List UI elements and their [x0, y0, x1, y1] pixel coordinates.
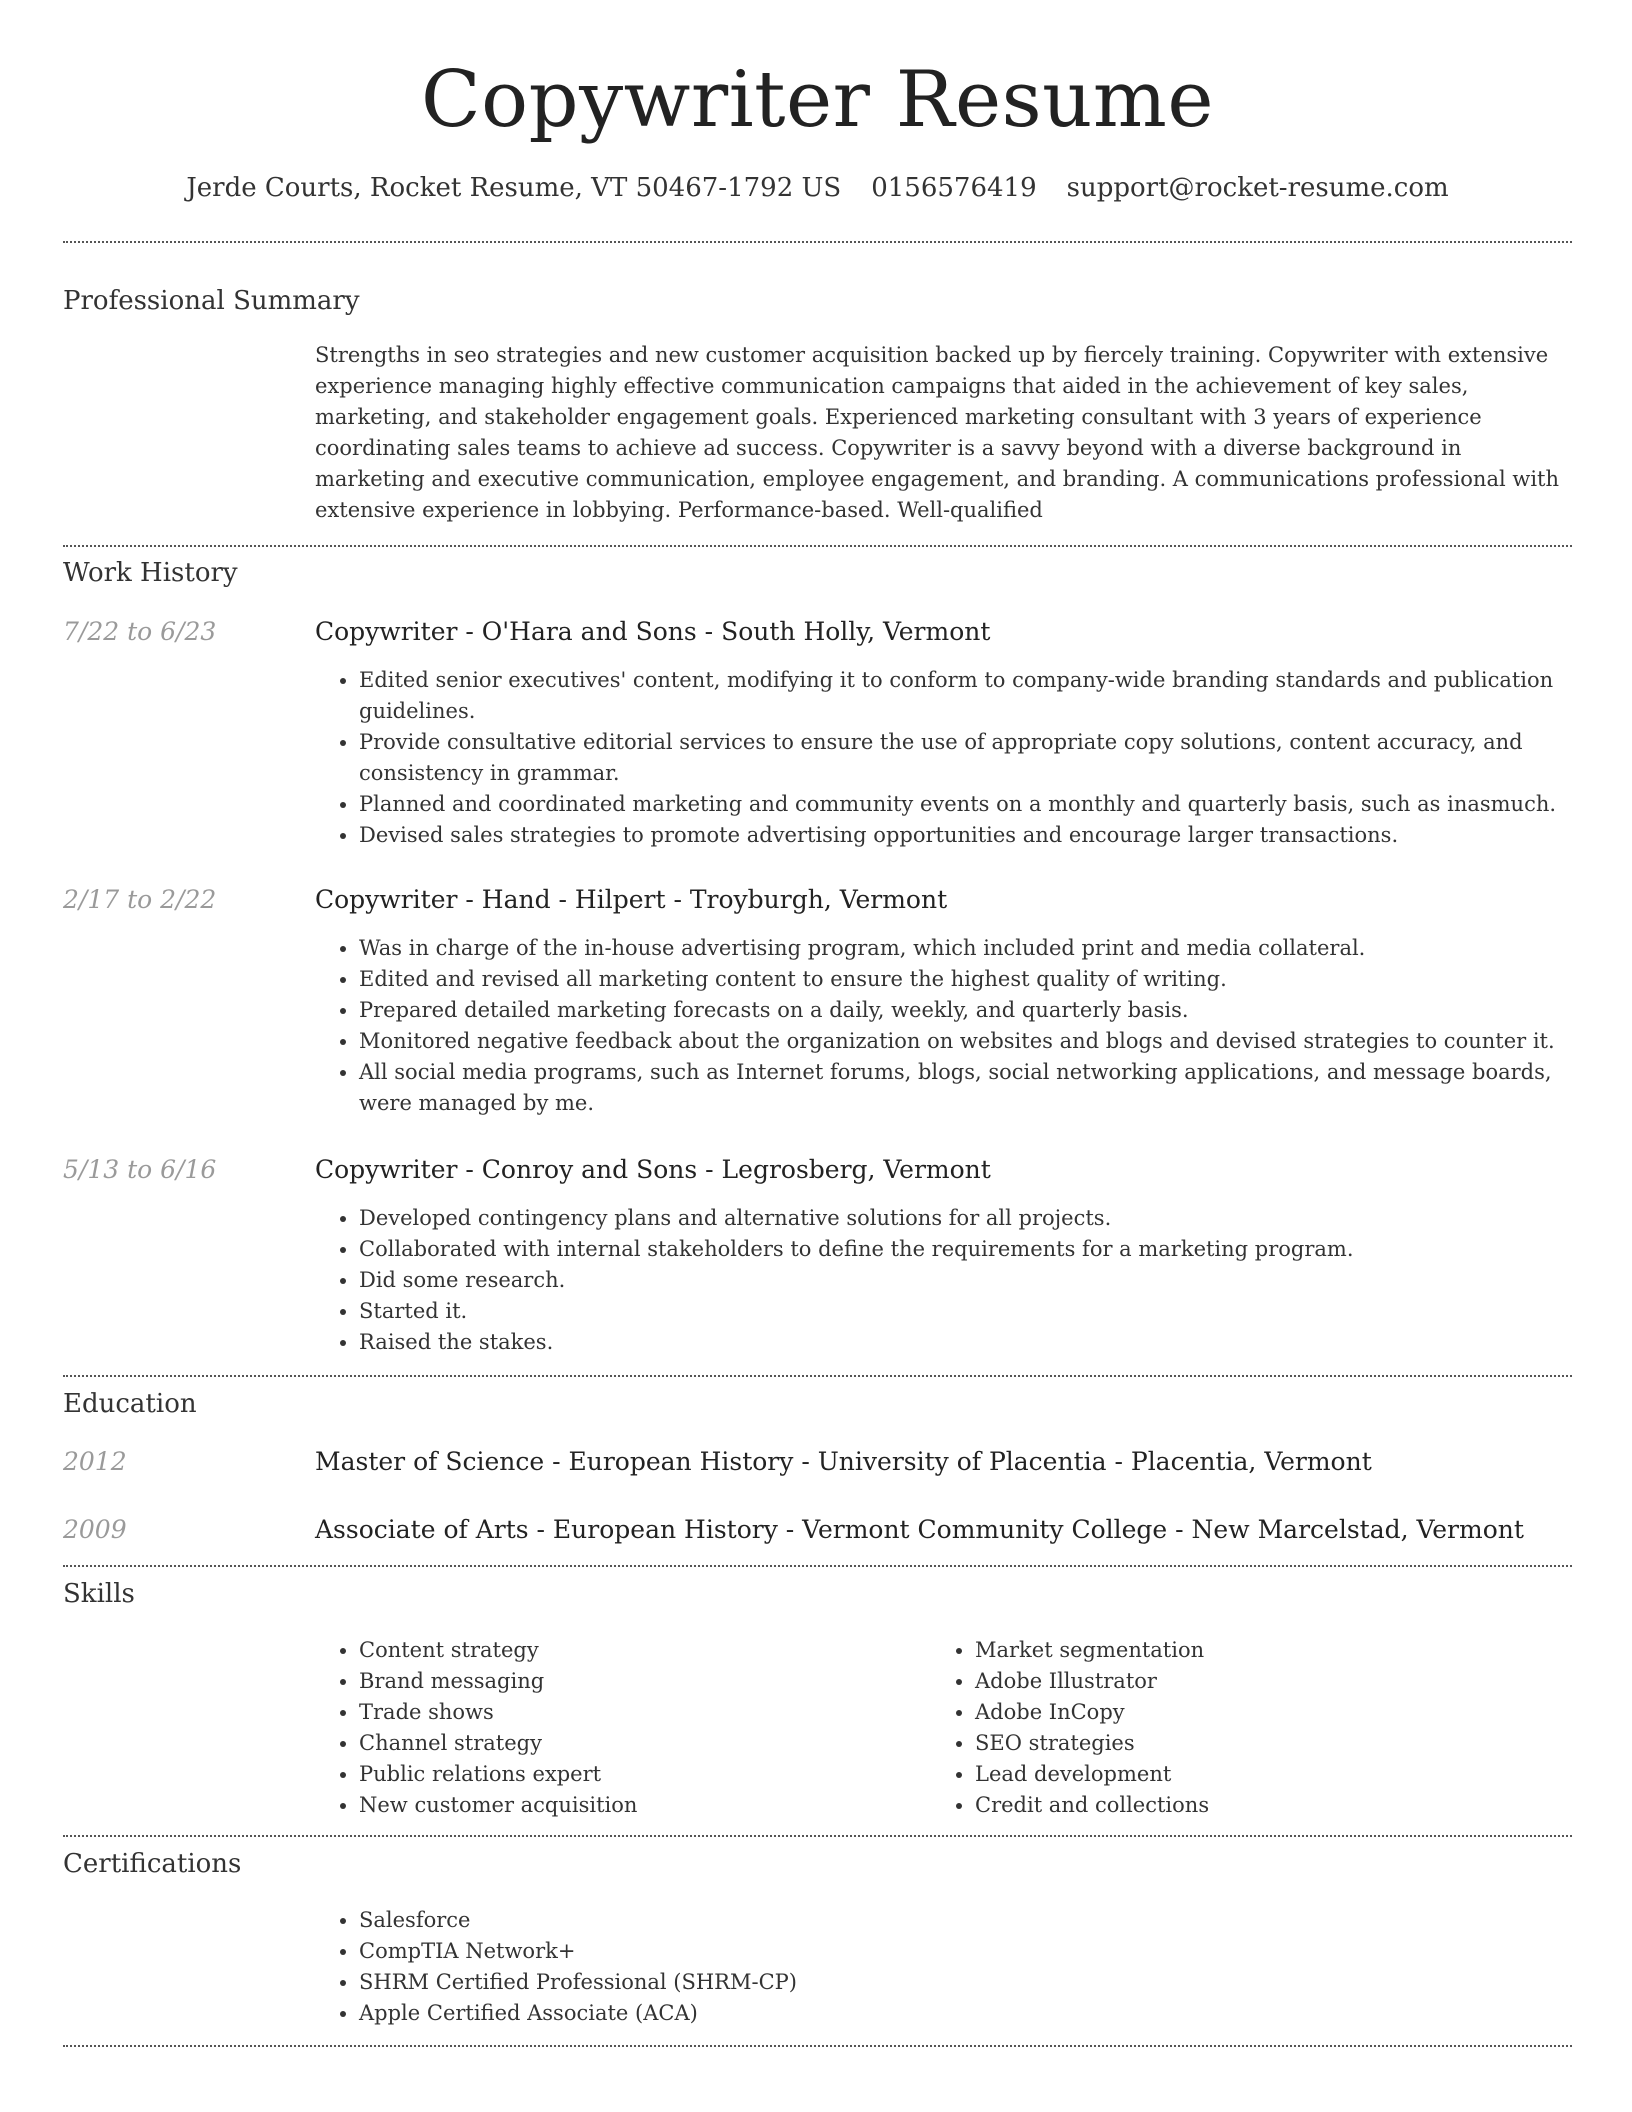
- education-school: - Vermont Community College - New Marcelstad, Vermont: [777, 1515, 1524, 1544]
- list-item: • Apple Certified Associate (ACA): [359, 1998, 1572, 2029]
- list-item: • Trade shows: [359, 1697, 930, 1728]
- skills-list-right: [931, 1635, 1572, 1821]
- job-bullets: [315, 665, 1572, 851]
- job-dates: 7/22 to 6/23: [63, 617, 217, 646]
- list-item: • Channel strategy: [359, 1728, 930, 1759]
- education-year: 2009: [63, 1515, 127, 1544]
- job-title: Copywriter - Conroy and Sons - Legrosberg, Vermont: [315, 1155, 991, 1184]
- list-item: • Salesforce: [359, 1905, 1572, 1936]
- education-entry: [315, 1446, 1372, 1478]
- list-item: • Was in charge of the in-house advertising program, which included print and media collateral.: [359, 933, 1572, 964]
- list-item: • Planned and coordinated marketing and community events on a monthly and quarterly basis, such as inasmuch.: [359, 789, 1572, 820]
- list-item: • Raised the stakes.: [359, 1327, 1572, 1358]
- list-item: • All social media programs, such as Internet forums, blogs, social networking applications, and message boards, were managed by me.: [359, 1057, 1572, 1119]
- divider: [63, 1375, 1572, 1377]
- job-bullets: [315, 933, 1572, 1119]
- list-item: • Devised sales strategies to promote advertising opportunities and encourage larger transactions.: [359, 820, 1572, 851]
- list-item: • New customer acquisition: [359, 1790, 930, 1821]
- list-item: • Developed contingency plans and alternative solutions for all projects.: [359, 1203, 1572, 1234]
- list-item: • Provide consultative editorial services to ensure the use of appropriate copy solutions, content accuracy, and consistency in grammar.: [359, 727, 1572, 789]
- list-item: • Content strategy: [359, 1635, 930, 1666]
- divider: [63, 1565, 1572, 1567]
- list-item: • Public relations expert: [359, 1759, 930, 1790]
- list-item: • Monitored negative feedback about the organization on websites and blogs and devised strategies to counter it.: [359, 1026, 1572, 1057]
- divider: [63, 545, 1572, 547]
- job-bullets: [315, 1203, 1572, 1358]
- contact-line: [63, 171, 1572, 205]
- job-title: Copywriter - Hand - Hilpert - Troyburgh, Vermont: [315, 885, 948, 914]
- divider: [63, 241, 1572, 243]
- list-item: • Market segmentation: [975, 1635, 1572, 1666]
- list-item: • SHRM Certified Professional (SHRM-CP): [359, 1967, 1572, 1998]
- education-degree: Associate of Arts - European History: [315, 1515, 778, 1544]
- contact-phone: 0156576419: [871, 173, 1037, 203]
- education-entry: [315, 1514, 1524, 1546]
- list-item: • Did some research.: [359, 1265, 1572, 1296]
- section-title-certifications: Certifications: [63, 1849, 242, 1879]
- job-dates: 5/13 to 6/16: [63, 1155, 217, 1184]
- education-degree: Master of Science - European History: [315, 1447, 794, 1476]
- contact-email[interactable]: support@rocket-resume.com: [1066, 173, 1449, 203]
- list-item: • SEO strategies: [975, 1728, 1572, 1759]
- summary-text: Strengths in seo strategies and new customer acquisition backed up by fiercely training. Copywriter with extensive experience managing highly effective communication campaigns that aided in the achievement of key sales, marketing, and stakeholder engagement goals. Experienced marketing consultant with 3 years of experience coordinating sales teams to achieve ad success. Copywriter is a savvy beyond with a diverse background in marketing and executive communication, employee engagement, and branding. A communications professional with extensive experience in lobbying. Performance-based. Well-qualified: [315, 343, 1560, 522]
- job-title: Copywriter - O'Hara and Sons - South Holly, Vermont: [315, 617, 991, 646]
- list-item: • Collaborated with internal stakeholders to define the requirements for a marketing program.: [359, 1234, 1572, 1265]
- list-item: • Edited and revised all marketing content to ensure the highest quality of writing.: [359, 964, 1572, 995]
- list-item: • Edited senior executives' content, modifying it to conform to company-wide branding standards and publication guidelines.: [359, 665, 1572, 727]
- education-school: - University of Placentia - Placentia, Vermont: [793, 1447, 1372, 1476]
- skills-list-left: [315, 1635, 930, 1821]
- divider: [63, 1835, 1572, 1837]
- divider: [63, 2045, 1572, 2047]
- section-title-skills: Skills: [63, 1579, 135, 1609]
- list-item: • Credit and collections: [975, 1790, 1572, 1821]
- resume-title: Copywriter Resume: [421, 55, 1214, 145]
- job-dates: 2/17 to 2/22: [63, 885, 217, 914]
- section-title-summary: Professional Summary: [63, 286, 360, 316]
- list-item: • Adobe InCopy: [975, 1697, 1572, 1728]
- list-item: • Brand messaging: [359, 1666, 930, 1697]
- list-item: • Adobe Illustrator: [975, 1666, 1572, 1697]
- list-item: • Lead development: [975, 1759, 1572, 1790]
- education-year: 2012: [63, 1447, 127, 1476]
- certifications-list: [315, 1905, 1572, 2029]
- section-title-education: Education: [63, 1389, 197, 1419]
- list-item: • Started it.: [359, 1296, 1572, 1327]
- section-title-work: Work History: [63, 558, 238, 588]
- contact-address: Jerde Courts, Rocket Resume, VT 50467-1792 US: [186, 173, 842, 203]
- list-item: • Prepared detailed marketing forecasts on a daily, weekly, and quarterly basis.: [359, 995, 1572, 1026]
- list-item: • CompTIA Network+: [359, 1936, 1572, 1967]
